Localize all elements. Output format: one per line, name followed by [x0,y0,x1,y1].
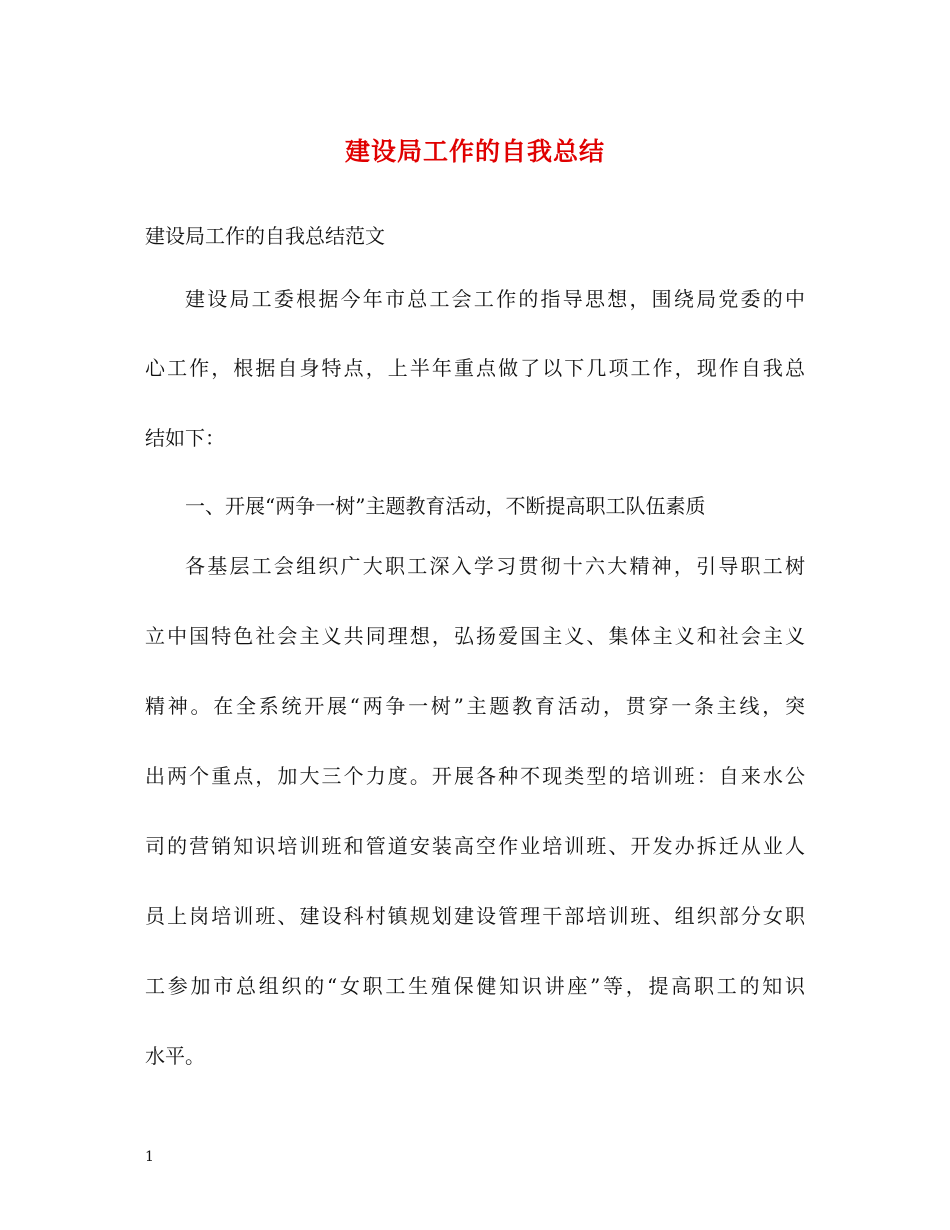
paragraph-2-line-2: 立中国特色社会主义共同理想，弘扬爱国主义、集体主义和社会主义 [145,624,805,648]
paragraph-1-line-1: 建设局工委根据今年市总工会工作的指导思想，围绕局党委的中 [185,287,805,311]
paragraph-2-line-3: 精神。在全系统开展“两争一树”主题教育活动，贯穿一条主线，突 [145,694,805,718]
paragraph-2-line-8: 水平。 [145,1044,205,1068]
paragraph-1-line-2: 心工作，根据自身特点，上半年重点做了以下几项工作，现作自我总 [145,356,805,380]
section-heading-1: 一、开展“两争一树”主题教育活动，不断提高职工队伍素质 [185,494,706,518]
paragraph-1-line-3: 结如下： [145,426,225,450]
document-subtitle: 建设局工作的自我总结范文 [145,224,385,248]
paragraph-2-line-5: 司的营销知识培训班和管道安装高空作业培训班、开发办拆迁从业人 [145,834,805,858]
page-number: 1 [145,1149,154,1165]
paragraph-2-line-4: 出两个重点，加大三个力度。开展各种不现类型的培训班：自来水公 [145,764,805,788]
paragraph-2-line-1: 各基层工会组织广大职工深入学习贯彻十六大精神，引导职工树 [185,554,805,578]
paragraph-2-line-7: 工参加市总组织的“女职工生殖保健知识讲座”等，提高职工的知识 [145,974,805,998]
paragraph-2-line-6: 员上岗培训班、建设科村镇规划建设管理干部培训班、组织部分女职 [145,904,805,928]
document-title: 建设局工作的自我总结 [344,137,605,166]
